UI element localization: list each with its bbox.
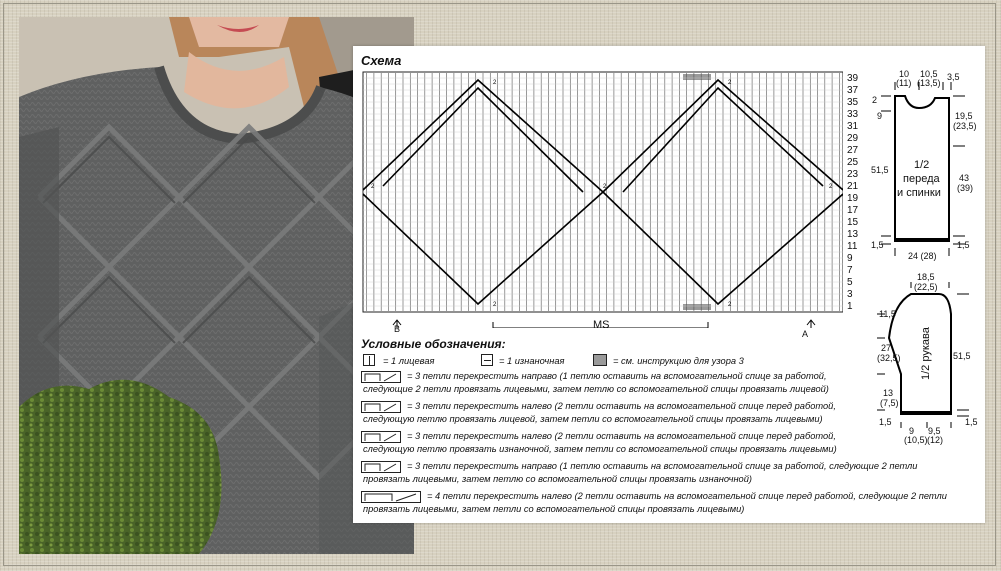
sleeve-bottom-b-alt: (12) [927,435,944,445]
cable-cross-symbol [361,431,401,443]
legend-item-line2: провязать лицевыми, затем петлю со вспомогательной спицы провязать изнаночной) [363,474,752,484]
legend-item-line1: = 4 петли перекрестить налево (2 петли оставить на вспомогательной спице перед работой, следующие 2 петли [427,491,947,501]
fb-label-1: 1/2 [914,159,930,171]
row-number: 9 [847,253,853,264]
fb-top-width-2: 10,5 [920,69,938,79]
row-number: 13 [847,229,859,240]
fb-top-width-2-alt: (13,5) [917,78,941,88]
row-number: 39 [847,73,859,84]
cell-label-two: 2 [603,184,607,190]
fb-right-armhole: 19,5 [955,111,973,121]
marker-a-arrow [807,320,815,328]
sleeve-bottom-b: 9,5 [928,426,941,436]
legend-item-line2: следующую петлю провязать изнаночной, затем петли со вспомогательной спицы провязать лицевыми) [363,444,837,454]
legend-item-line2: провязать лицевыми, затем петли со вспомогательной спицы провязать лицевыми) [363,504,745,514]
sleeve-right-height: 51,5 [953,351,971,361]
fb-left-main: 51,5 [871,165,889,175]
grey-cell [683,74,711,80]
sleeve-right-bottom: 1,5 [965,417,978,427]
cell-label-two: 2 [493,302,497,308]
row-number: 27 [847,145,859,156]
legend-item-line1: = 3 петли перекрестить направо (1 петлю оставить на вспомогательной спице за работой, [407,371,827,381]
legend-title: Условные обозначения: [361,337,506,351]
purl-symbol [481,354,493,366]
row-number: 23 [847,169,859,180]
row-number: 1 [847,301,853,312]
row-number: 35 [847,97,859,108]
sleeve-left-low-alt: (7,5) [880,398,899,408]
cable-cross-symbol [361,461,401,473]
sleeve-label: 1/2 рукава [920,327,932,380]
sleeve-top-width-alt: (22,5) [914,282,938,292]
fb-right-body-alt: (39) [957,183,974,193]
marker-a-label: A [802,329,809,339]
sleeve-left-bottom: 1,5 [879,417,892,427]
cable-cross-symbol [361,401,401,413]
marker-b-label: B [394,324,401,334]
cell-label-two: 2 [829,184,833,190]
fb-label-2: переда [903,173,940,185]
cell-label-two: 2 [493,80,497,86]
sleeve-left-mid: 27 [881,343,892,353]
fb-left-top-a: 2 [872,95,878,105]
fb-label-3: и спинки [897,187,941,199]
fb-top-width-1-alt: (11) [896,78,912,88]
ms-label: MS [593,319,610,331]
knitting-chart [353,46,843,328]
row-number: 37 [847,85,859,96]
fb-right-armhole-alt: (23,5) [953,121,977,131]
legend-item-line1: = 3 петли перекрестить налево (2 петли оставить на вспомогательной спице перед работой, [407,431,836,441]
row-number: 19 [847,193,859,204]
legend-item-line2: следующие 2 петли провязать лицевыми, затем петлю со вспомогательной спицы провязать лицевой) [363,384,829,394]
row-number: 25 [847,157,859,168]
cell-label-two: 2 [728,302,732,308]
sleeve-left-low: 13 [883,388,894,398]
legend-purl: = 1 изнаночная [499,356,565,366]
legend-grey: = см. инструкцию для узора 3 [613,356,744,366]
sleeve-bottom-a: 9 [909,426,915,436]
fb-left-bottom: 1,5 [871,240,884,250]
cell-label-two: 2 [728,80,732,86]
knit-symbol [363,354,375,366]
sleeve-bottom-a-alt: (10,5) [904,435,928,445]
fb-top-width-3: 3,5 [947,72,960,82]
row-number: 33 [847,109,859,120]
row-number: 5 [847,277,853,288]
legend-item-line1: = 3 петли перекрестить налево (2 петли оставить на вспомогательной спице перед работой, [407,401,836,411]
legend-item-line2: следующую петлю провязать лицевой, затем петли со вспомогательной спицы провязать лицевыми) [363,414,823,424]
row-number: 7 [847,265,853,276]
cable-cross-symbol [361,371,401,383]
fb-right-body: 43 [959,173,970,183]
legend-knit: = 1 лицевая [383,356,435,366]
cable-cross-symbol [361,491,421,503]
row-number: 21 [847,181,859,192]
fb-top-width-1: 10 [899,69,910,79]
row-number: 29 [847,133,859,144]
row-number: 15 [847,217,859,228]
grey-cell-symbol [593,354,607,366]
pattern-sheet [353,46,985,523]
schema-title: Схема [361,53,402,68]
fb-left-top-b: 9 [877,111,883,121]
sleeve-top-width: 18,5 [917,272,935,282]
sleeve-left-mid-alt: (32,5) [877,353,901,363]
row-number: 17 [847,205,859,216]
legend-item-line1: = 3 петли перекрестить направо (1 петлю оставить на вспомогательной спице за работой, следующие 2 петли [407,461,918,471]
row-number: 3 [847,289,853,300]
row-number: 11 [847,241,858,252]
sleeve-left-top: 11,5 [879,309,896,319]
fb-bottom-width: 24 (28) [908,251,937,261]
fb-right-bottom: 1,5 [957,240,970,250]
row-number: 31 [847,121,859,132]
cell-label-two: 2 [371,184,375,190]
grey-cell [683,304,711,310]
